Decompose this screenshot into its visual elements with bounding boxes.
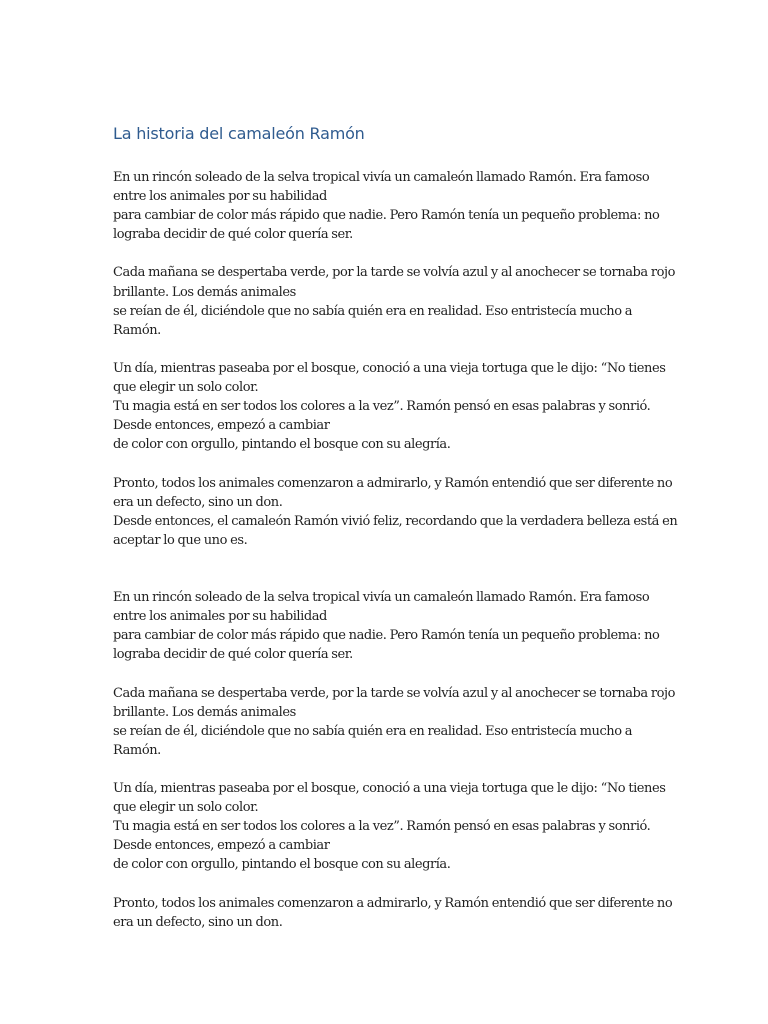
text-line: entre los animales por su habilidad [113,189,327,205]
text-line: de color con orgullo, pintando el bosque con su alegría. [113,857,451,873]
text-line: En un rincón soleado de la selva tropical vivía un camaleón llamado Ramón. Era famoso [113,590,650,606]
text-line: brillante. Los demás animales [113,704,296,720]
paragraph [113,474,678,550]
paragraph [113,779,673,874]
text-line: Un día, mientras paseaba por el bosque, conoció a una vieja tortuga que le dijo: “No tienes [113,781,666,796]
text-line: Ramón. [113,322,161,338]
text-line: En un rincón soleado de la selva tropical vivía un camaleón llamado Ramón. Era famoso [113,170,650,185]
text-line: se reían de él, diciéndole que no sabía quién era en realidad. Eso entristecía mucho a [113,723,633,739]
text-line: de color con orgullo, pintando el bosque con su alegría. [113,437,451,453]
paragraph [113,588,673,664]
text-line: entre los animales por su habilidad [113,609,327,625]
text-line: se reían de él, diciéndole que no sabía quién era en realidad. Eso entristecía mucho a [113,303,633,319]
text-line: Pronto, todos los animales comenzaron a admirarlo, y Ramón entendió que ser diferente no [113,895,673,911]
text-line: brillante. Los demás animales [113,284,296,300]
text-line: Un día, mientras paseaba por el bosque, conoció a una vieja tortuga que le dijo: “No tienes [113,360,666,376]
paragraph [113,263,673,339]
document-title: La historia del camaleón Ramón [113,124,365,143]
text-line: Desde entonces, empezó a cambiar [113,838,330,854]
text-line: aceptar lo que uno es. [113,532,248,548]
text-line: para cambiar de color más rápido que nadie. Pero Ramón tenía un pequeño problema: no [113,208,660,224]
text-line: era un defecto, sino un don. [113,914,283,930]
text-line: Ramón. [113,742,161,758]
text-line: era un defecto, sino un don. [113,494,283,510]
text-line: Tu magia está en ser todos los colores a la vez”. Ramón pensó en esas palabras y sonrió. [113,819,651,835]
text-line: lograba decidir de qué color quería ser. [113,227,353,243]
text-line: para cambiar de color más rápido que nadie. Pero Ramón tenía un pequeño problema: no [113,628,660,644]
text-line: lograba decidir de qué color quería ser. [113,647,353,663]
paragraph [113,894,673,932]
text-line: que elegir un solo color. [113,380,259,396]
paragraph [113,684,673,760]
text-line: Cada mañana se despertaba verde, por la tarde se volvía azul y al anochecer se tornaba rojo [113,265,675,281]
document-body [113,168,678,951]
text-line: Cada mañana se despertaba verde, por la tarde se volvía azul y al anochecer se tornaba rojo [113,685,675,701]
text-line: Pronto, todos los animales comenzaron a admirarlo, y Ramón entendió que ser diferente no [113,475,673,491]
text-line: Desde entonces, el camaleón Ramón vivió feliz, recordando que la verdadera belleza está en [113,513,678,529]
paragraph [113,359,673,454]
paragraph [113,168,673,244]
text-line: Desde entonces, empezó a cambiar [113,418,330,434]
text-line: que elegir un solo color. [113,800,259,816]
text-line: Tu magia está en ser todos los colores a la vez”. Ramón pensó en esas palabras y sonrió. [113,399,651,415]
